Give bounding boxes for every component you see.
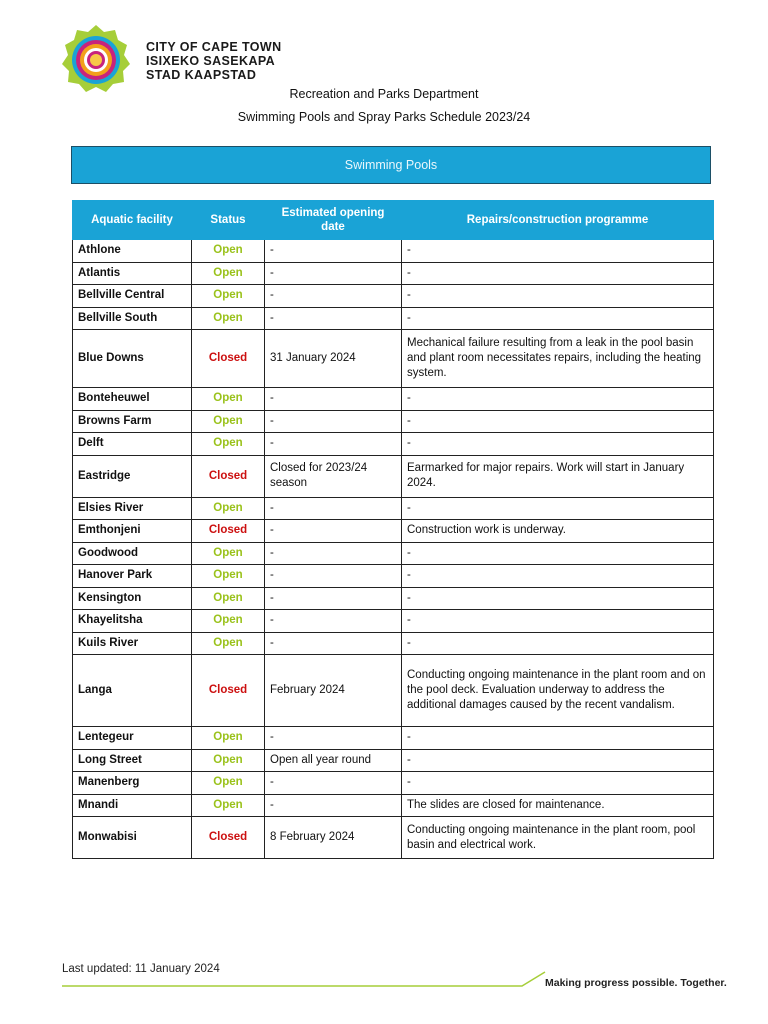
cell-status: Open	[192, 727, 265, 750]
table-row	[73, 794, 714, 817]
cell-status: Open	[192, 794, 265, 817]
org-name	[146, 40, 282, 82]
cell-repairs: Construction work is underway.	[402, 520, 714, 543]
org-name-line: STAD KAAPSTAD	[146, 68, 257, 82]
cell-status: Open	[192, 772, 265, 795]
table-row	[73, 455, 714, 497]
section-banner: Swimming Pools	[71, 146, 711, 184]
cell-facility: Monwabisi	[73, 817, 192, 859]
facility-table	[72, 200, 714, 859]
cell-facility: Eastridge	[73, 455, 192, 497]
cell-facility: Athlone	[73, 240, 192, 263]
cell-repairs: -	[402, 240, 714, 263]
cell-status: Open	[192, 749, 265, 772]
cell-repairs: -	[402, 388, 714, 411]
table-row	[73, 433, 714, 456]
cell-facility: Kuils River	[73, 632, 192, 655]
table-row	[73, 727, 714, 750]
cell-status: Closed	[192, 455, 265, 497]
cell-repairs: -	[402, 542, 714, 565]
cell-repairs: -	[402, 262, 714, 285]
cell-status: Closed	[192, 817, 265, 859]
cell-opening-date: -	[265, 727, 402, 750]
cell-repairs: Conducting ongoing maintenance in the plant room and on the pool deck. Evaluation underway to address the additional damages caused by the recent vandalism.	[402, 655, 714, 727]
table-row	[73, 565, 714, 588]
cell-status: Open	[192, 262, 265, 285]
cell-status: Open	[192, 542, 265, 565]
table-row	[73, 610, 714, 633]
cell-status: Open	[192, 307, 265, 330]
cell-repairs: -	[402, 610, 714, 633]
cell-opening-date: -	[265, 262, 402, 285]
table-row	[73, 655, 714, 727]
cell-opening-date: -	[265, 497, 402, 520]
cell-repairs: -	[402, 587, 714, 610]
cell-status: Closed	[192, 520, 265, 543]
column-header-repairs: Repairs/construction programme	[402, 201, 714, 240]
cell-opening-date: Closed for 2023/24 season	[265, 455, 402, 497]
table-row	[73, 285, 714, 308]
cell-opening-date: -	[265, 240, 402, 263]
table-row	[73, 520, 714, 543]
cell-opening-date: Open all year round	[265, 749, 402, 772]
table-row	[73, 330, 714, 388]
cell-opening-date: 31 January 2024	[265, 330, 402, 388]
cell-status: Closed	[192, 655, 265, 727]
cell-status: Open	[192, 565, 265, 588]
cell-opening-date: -	[265, 794, 402, 817]
cell-status: Open	[192, 388, 265, 411]
cell-facility: Delft	[73, 433, 192, 456]
cell-facility: Goodwood	[73, 542, 192, 565]
cell-status: Open	[192, 240, 265, 263]
cell-facility: Long Street	[73, 749, 192, 772]
table-body	[73, 240, 714, 859]
table-row	[73, 542, 714, 565]
cell-status: Open	[192, 285, 265, 308]
cell-facility: Browns Farm	[73, 410, 192, 433]
table-row	[73, 307, 714, 330]
cell-repairs: -	[402, 772, 714, 795]
table-row	[73, 632, 714, 655]
cell-opening-date: -	[265, 610, 402, 633]
column-header-status: Status	[192, 201, 265, 240]
cell-facility: Atlantis	[73, 262, 192, 285]
cell-facility: Kensington	[73, 587, 192, 610]
cell-status: Open	[192, 610, 265, 633]
cell-opening-date: 8 February 2024	[265, 817, 402, 859]
tagline: Making progress possible. Together.	[545, 977, 727, 989]
org-name-line: ISIXEKO SASEKAPA	[146, 54, 276, 68]
cell-facility: Langa	[73, 655, 192, 727]
cell-status: Open	[192, 433, 265, 456]
cell-repairs: -	[402, 565, 714, 588]
cell-facility: Emthonjeni	[73, 520, 192, 543]
cell-opening-date: -	[265, 520, 402, 543]
cell-opening-date: -	[265, 410, 402, 433]
table-row	[73, 772, 714, 795]
cell-status: Open	[192, 632, 265, 655]
column-header-facility: Aquatic facility	[73, 201, 192, 240]
org-name-line: CITY OF CAPE TOWN	[146, 40, 282, 54]
cell-facility: Manenberg	[73, 772, 192, 795]
cell-repairs: -	[402, 433, 714, 456]
department-title: Recreation and Parks Department	[289, 87, 479, 101]
table-row	[73, 240, 714, 263]
cell-opening-date: -	[265, 565, 402, 588]
cell-facility: Bellville South	[73, 307, 192, 330]
cell-opening-date: -	[265, 632, 402, 655]
table-header-row	[73, 201, 714, 240]
table-row	[73, 262, 714, 285]
cell-repairs: -	[402, 285, 714, 308]
table-row	[73, 388, 714, 411]
last-updated: Last updated: 11 January 2024	[62, 963, 220, 975]
city-logo-icon	[58, 24, 138, 96]
document-title: Swimming Pools and Spray Parks Schedule 2023/24	[237, 110, 531, 124]
cell-opening-date: -	[265, 285, 402, 308]
column-header-date: Estimated opening date	[265, 201, 402, 240]
cell-facility: Hanover Park	[73, 565, 192, 588]
table-row	[73, 817, 714, 859]
cell-repairs: -	[402, 632, 714, 655]
cell-opening-date: -	[265, 587, 402, 610]
table-row	[73, 749, 714, 772]
cell-facility: Khayelitsha	[73, 610, 192, 633]
cell-repairs: Mechanical failure resulting from a leak in the pool basin and plant room necessitates repairs, including the heating system.	[402, 330, 714, 388]
cell-status: Open	[192, 587, 265, 610]
table-row	[73, 587, 714, 610]
cell-repairs: Earmarked for major repairs. Work will start in January 2024.	[402, 455, 714, 497]
cell-opening-date: -	[265, 772, 402, 795]
cell-repairs: -	[402, 307, 714, 330]
cell-status: Open	[192, 410, 265, 433]
cell-opening-date: February 2024	[265, 655, 402, 727]
cell-facility: Bonteheuwel	[73, 388, 192, 411]
cell-repairs: -	[402, 749, 714, 772]
cell-opening-date: -	[265, 307, 402, 330]
cell-facility: Mnandi	[73, 794, 192, 817]
table-row	[73, 410, 714, 433]
cell-repairs: -	[402, 727, 714, 750]
cell-repairs: -	[402, 497, 714, 520]
cell-opening-date: -	[265, 388, 402, 411]
cell-opening-date: -	[265, 433, 402, 456]
cell-repairs: -	[402, 410, 714, 433]
cell-opening-date: -	[265, 542, 402, 565]
cell-status: Open	[192, 497, 265, 520]
cell-repairs: The slides are closed for maintenance.	[402, 794, 714, 817]
table-row	[73, 497, 714, 520]
cell-facility: Blue Downs	[73, 330, 192, 388]
cell-facility: Bellville Central	[73, 285, 192, 308]
cell-facility: Lentegeur	[73, 727, 192, 750]
cell-facility: Elsies River	[73, 497, 192, 520]
cell-status: Closed	[192, 330, 265, 388]
cell-repairs: Conducting ongoing maintenance in the plant room, pool basin and electrical work.	[402, 817, 714, 859]
